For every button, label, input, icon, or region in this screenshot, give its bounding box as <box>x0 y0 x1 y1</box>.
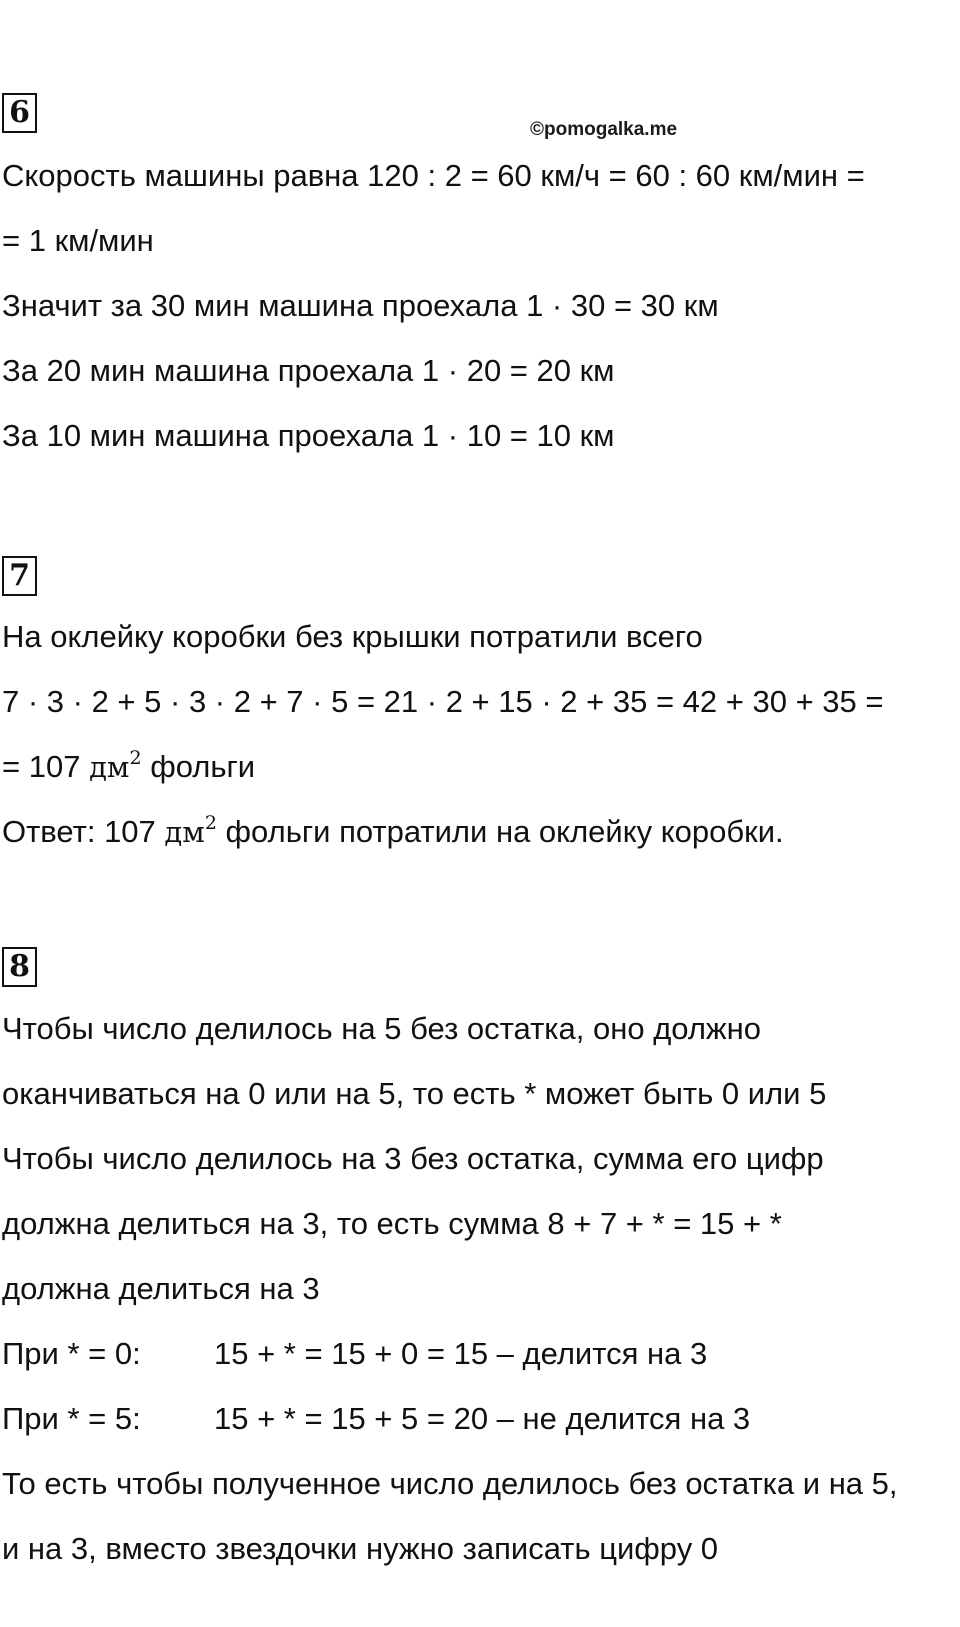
task-6-line-1: Скорость машины равна 120 : 2 = 60 км/ч = 60 : 60 км/мин = <box>2 158 865 193</box>
task-8-line-2: оканчиваться на 0 или на 5, то есть * может быть 0 или 5 <box>2 1076 827 1111</box>
task-8-case-0 <box>2 1334 707 1374</box>
task-8-conclusion-2: и на 3, вместо звездочки нужно записать цифру 0 <box>2 1531 719 1566</box>
task-8-conclusion-1: То есть чтобы полученное число делилось без остатка и на 5, <box>2 1466 898 1501</box>
unit-label: дм <box>89 750 130 784</box>
task-8-number: 8 <box>2 947 37 987</box>
unit-dm2 <box>164 812 217 849</box>
case-0-label: При * = 0: <box>2 1336 141 1371</box>
task-8-case-5 <box>2 1399 750 1439</box>
watermark: ©pomogalka.me <box>530 119 678 140</box>
unit-label: дм <box>164 815 205 849</box>
task-6-line-5: За 10 мин машина проехала 1 · 10 = 10 км <box>2 418 615 453</box>
task-8-line-4: должна делиться на 3, то есть сумма 8 + 7 + * = 15 + * <box>2 1206 782 1241</box>
unit-power: 2 <box>204 812 217 834</box>
task-6-line-3: Значит за 30 мин машина проехала 1 · 30 = 30 км <box>2 288 719 323</box>
task-7-number: 7 <box>2 556 37 596</box>
task-6-number: 6 <box>2 93 37 133</box>
task-8-line-1: Чтобы число делилось на 5 без остатка, оно должно <box>2 1011 762 1046</box>
task-6-line-4: За 20 мин машина проехала 1 · 20 = 20 км <box>2 353 615 388</box>
task-7-answer <box>2 812 784 852</box>
case-0-text: 15 + * = 15 + 0 = 15 – делится на 3 <box>214 1336 708 1371</box>
task-7-line-3-suffix: фольги <box>141 749 256 784</box>
task-7-line-1: На оклейку коробки без крышки потратили всего <box>2 619 703 654</box>
case-5-label: При * = 5: <box>2 1401 141 1436</box>
task-6-line-2: = 1 км/мин <box>2 223 154 258</box>
task-7-line-3-prefix: = 107 <box>2 749 90 784</box>
unit-dm2 <box>89 747 142 784</box>
case-5-text: 15 + * = 15 + 5 = 20 – не делится на 3 <box>214 1401 751 1436</box>
unit-power: 2 <box>129 747 142 769</box>
task-8-line-3: Чтобы число делилось на 3 без остатка, сумма его цифр <box>2 1141 824 1176</box>
task-8-line-5: должна делиться на 3 <box>2 1271 320 1306</box>
task-7-line-2: 7 · 3 · 2 + 5 · 3 · 2 + 7 · 5 = 21 · 2 + 15 · 2 + 35 = 42 + 30 + 35 = <box>2 684 884 719</box>
task-7-answer-suffix: фольги потратили на оклейку коробки. <box>216 814 784 849</box>
task-7-answer-prefix: Ответ: 107 <box>2 814 165 849</box>
task-7-line-3 <box>2 747 255 787</box>
